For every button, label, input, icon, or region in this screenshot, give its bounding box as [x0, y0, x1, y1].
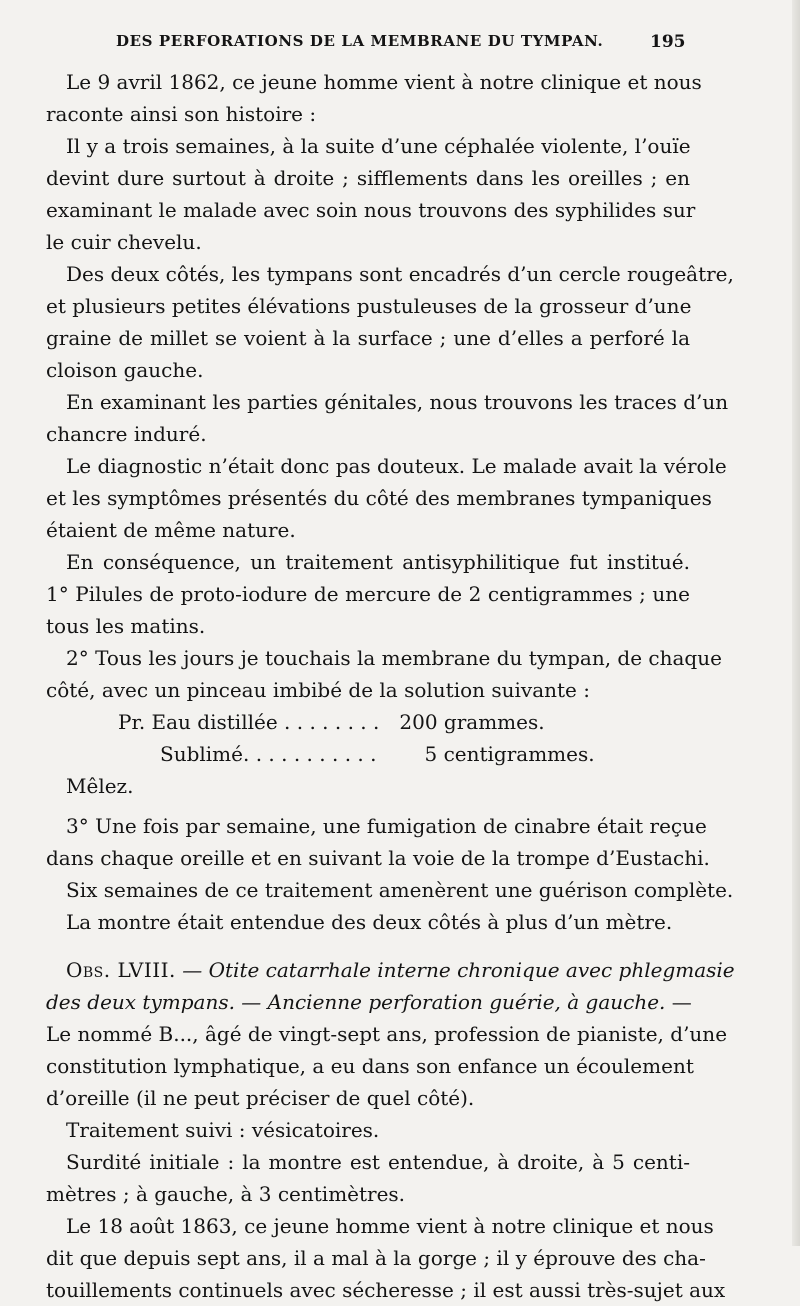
text-line: et les symptômes présentés du côté des membranes tympaniques: [46, 486, 712, 510]
prescription-row: [46, 706, 690, 738]
text-line: mètres ; à gauche, à 3 centimètres.: [46, 1182, 406, 1206]
prescription-item: Pr. Eau distillée . . . . . . . .: [118, 710, 380, 734]
text-line: constitution lymphatique, a eu dans son enfance un écoulement: [46, 1054, 694, 1078]
text-line: d’oreille (il ne peut préciser de quel côté).: [46, 1086, 475, 1110]
text-line: 3° Une fois par semaine, une fumigation de cinabre était reçue: [66, 814, 707, 838]
page-number: 195: [650, 32, 686, 52]
observation-title: — Otite catarrhale interne chronique avec phlegmasie: [182, 958, 735, 982]
prescription-quantity: 200 grammes.: [399, 710, 545, 734]
text-line: En conséquence, un traitement antisyphilitique fut institué.: [66, 550, 690, 574]
text-line: Le 9 avril 1862, ce jeune homme vient à notre clinique et nous: [66, 70, 702, 94]
text-line: Le 18 août 1863, ce jeune homme vient à notre clinique et nous: [66, 1214, 714, 1238]
text-line: Six semaines de ce traitement amenèrent une guérison complète.: [66, 878, 734, 902]
text-line: étaient de même nature.: [46, 518, 296, 542]
text-line: La montre était entendue des deux côtés à plus d’un mètre.: [66, 910, 673, 934]
text-line: touillements continuels avec sécheresse ; il est aussi très-sujet aux: [46, 1278, 726, 1302]
text-line: dans chaque oreille et en suivant la voie de la trompe d’Eustachi.: [46, 846, 710, 870]
running-head-title: DES PERFORATIONS DE LA MEMBRANE DU TYMPAN.: [116, 32, 604, 50]
observation-heading: [46, 954, 735, 986]
text-line: Des deux côtés, les tympans sont encadrés d’un cercle rougeâtre,: [66, 262, 734, 286]
text-line: graine de millet se voient à la surface ; une d’elles a perforé la: [46, 326, 690, 350]
text-line: côté, avec un pinceau imbibé de la solution suivante :: [46, 678, 590, 702]
observation-label: Obs. LVIII.: [66, 958, 176, 982]
text-line: Le nommé B..., âgé de vingt-sept ans, profession de pianiste, d’une: [46, 1022, 728, 1046]
text-line: cloison gauche.: [46, 358, 204, 382]
text-line: 1° Pilules de proto-iodure de mercure de 2 centigrammes ; une: [46, 582, 690, 606]
text-line: le cuir chevelu.: [46, 230, 202, 254]
prescription-melez: Mêlez.: [66, 774, 134, 798]
text-line: tous les matins.: [46, 614, 206, 638]
text-line: examinant le malade avec soin nous trouvons des syphilides sur: [46, 198, 696, 222]
text-line: raconte ainsi son histoire :: [46, 102, 317, 126]
text-line: Le diagnostic n’était donc pas douteux. Le malade avait la vérole: [66, 454, 727, 478]
body-text: [46, 66, 735, 1306]
text-line: Surdité initiale : la montre est entendue, à droite, à 5 centi-: [66, 1150, 690, 1174]
text-line: chancre induré.: [46, 422, 207, 446]
prescription-row: [46, 738, 690, 770]
text-line: et plusieurs petites élévations pustuleuses de la grosseur d’une: [46, 294, 692, 318]
text-line: Il y a trois semaines, à la suite d’une céphalée violente, l’ouïe: [66, 134, 691, 158]
text-line: dit que depuis sept ans, il a mal à la gorge ; il y éprouve des cha-: [46, 1246, 706, 1270]
text-line: 2° Tous les jours je touchais la membrane du tympan, de chaque: [66, 646, 722, 670]
observation-title: des deux tympans. — Ancienne perforation guérie, à gauche.: [46, 990, 666, 1014]
text-line: En examinant les parties génitales, nous trouvons les traces d’un: [66, 390, 729, 414]
page-edge: [792, 0, 800, 1246]
observation-dash: —: [671, 990, 692, 1014]
prescription-item: Sublimé. . . . . . . . . . .: [160, 742, 377, 766]
running-head: [0, 32, 800, 60]
observation-heading-cont: [46, 986, 690, 1018]
text-line: Traitement suivi : vésicatoires.: [66, 1118, 380, 1142]
text-line: devint dure surtout à droite ; sifflements dans les oreilles ; en: [46, 166, 690, 190]
prescription-quantity: 5 centigrammes.: [424, 742, 595, 766]
